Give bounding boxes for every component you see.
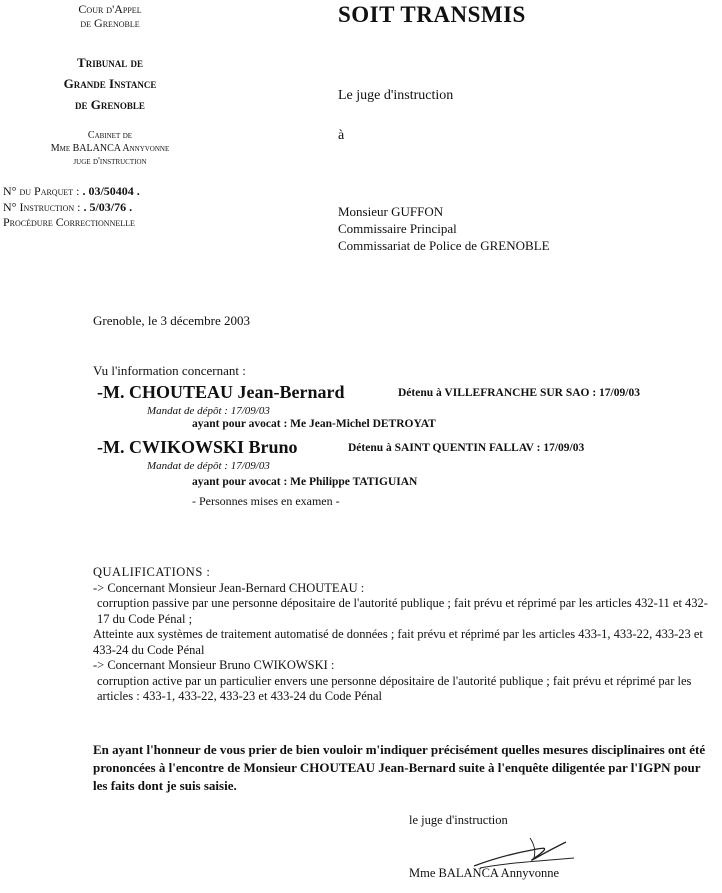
cabinet-line-3: juge d'instruction [73,156,147,167]
person-2-name: -M. CWIKOWSKI Bruno [97,437,298,457]
tribunal-line-3: de Grenoble [75,97,145,112]
court-name [0,2,220,30]
sender: Le juge d'instruction [338,88,454,103]
recipient-block [338,203,550,254]
person-1-avocat: ayant pour avocat : Me Jean-Michel DETROYAT [192,418,436,430]
recipient-title: Commissaire Principal [338,221,457,236]
document-title: SOIT TRANSMIS [338,2,526,27]
mises-en-examen: - Personnes mises en examen - [192,494,340,508]
person-2-avocat: ayant pour avocat : Me Philippe TATIGUIAN [192,476,418,488]
cabinet-block [0,129,220,168]
procedure-type: Procédure Correctionnelle [3,215,135,229]
recipient-name: Monsieur GUFFON [338,204,444,219]
cabinet-line-1: Cabinet de [87,130,133,141]
person-1-mandat: Mandat de dépôt : 17/09/03 [147,405,270,417]
court-line-2: de Grenoble [80,16,140,30]
qualification-line: corruption active par un particulier envers une personne dépositaire de l'autorité publique ; fait prévu et réprimé par les articles : 433-1, 433-22, 433-23 et 433-24 du Code Pénal [97,673,692,703]
tribunal-line-1: Tribunal de [77,55,143,70]
recipient-office: Commissariat de Police de GRENOBLE [338,238,550,253]
vu-information: Vu l'information concernant : [93,363,246,378]
parquet-number: N° du Parquet : . 03/50404 . [3,184,140,198]
reference-block [3,184,140,231]
qualifications-heading: QUALIFICATIONS : [93,565,211,579]
signature-name: Mme BALANCA Annyvonne [409,866,559,880]
qualifications-section [93,565,718,705]
tribunal-line-2: Grande Instance [63,76,157,91]
tribunal-name [0,52,220,115]
request-paragraph: En ayant l'honneur de vous prier de bien vouloir m'indiquer précisément quelles mesures disciplinaires ont été prononcées à l'encontre de Monsieur CHOUTEAU Jean-Bernard suite à l'enquête diligentée par l'IGPN pour les faits dont je suis saisie. [93,742,706,793]
person-2-mandat: Mandat de dépôt : 17/09/03 [147,460,270,472]
signature-role: le juge d'instruction [409,813,508,827]
person-2-detenu: Détenu à SAINT QUENTIN FALLAV : 17/09/03 [348,442,585,454]
person-1-detenu: Détenu à VILLEFRANCHE SUR SAO : 17/09/03 [398,387,640,399]
qualification-line: -> Concernant Monsieur Bruno CWIKOWSKI : [93,658,335,672]
qualification-line: -> Concernant Monsieur Jean-Bernard CHOUTEAU : [93,580,365,595]
qualification-line: Atteinte aux systèmes de traitement automatisé de données ; fait prévu et réprimé par les articles 433-1, 433-22, 433-23 et 433-24 du Code Pénal [93,627,703,657]
cabinet-judge-name: Mme BALANCA Annyvonne [50,143,170,154]
instruction-number: N° Instruction : . 5/03/76 . [3,199,133,214]
qualification-line: corruption passive par une personne dépositaire de l'autorité publique ; fait prévu et réprimé par les articles 432-11 et 432-17 du Code Pénal ; [97,596,708,626]
date-line: Grenoble, le 3 décembre 2003 [93,313,251,328]
a-word: à [338,128,345,143]
person-1-name: -M. CHOUTEAU Jean-Bernard [97,382,345,402]
court-line-1: Cour d'Appel [78,2,142,16]
